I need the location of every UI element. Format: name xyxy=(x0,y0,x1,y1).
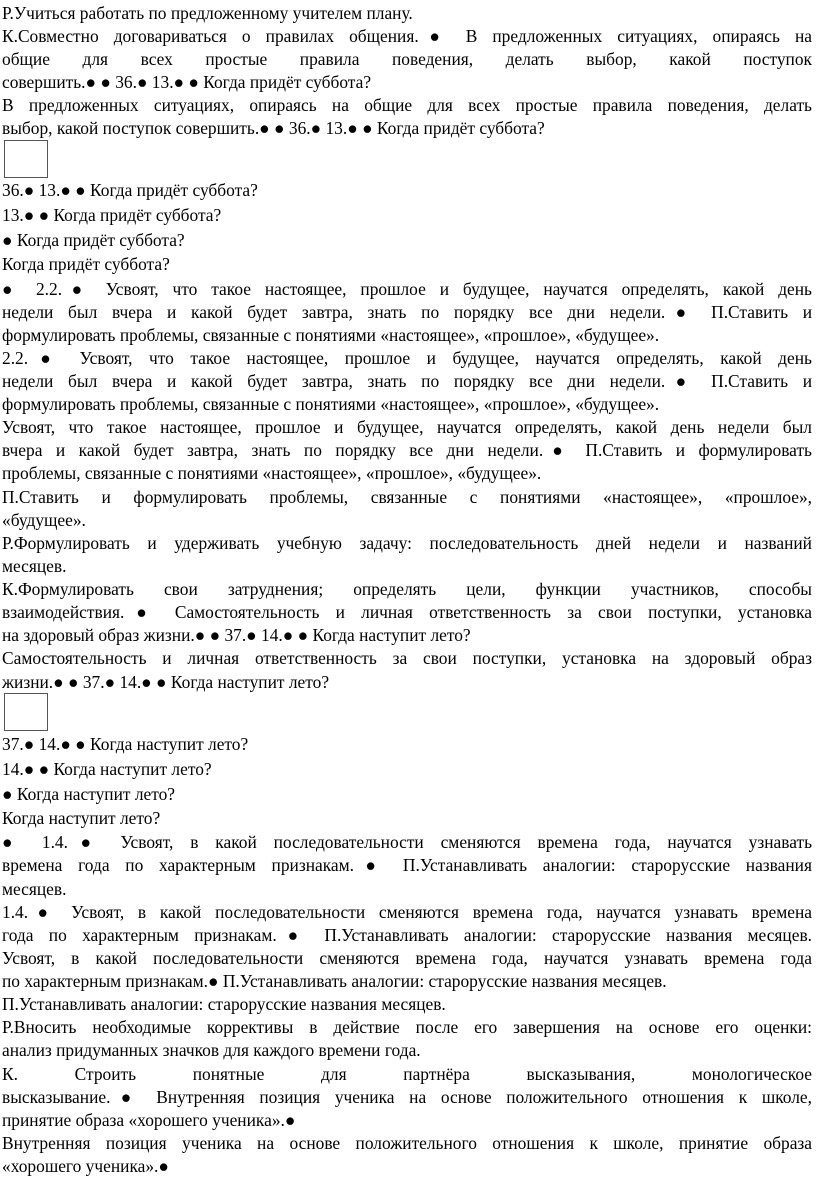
text-line: недели был вчера и какой будет завтра, знать по порядку все дни недели.● П.Ставить и xyxy=(2,302,812,322)
text-line: анализ придуманных значков для каждого времени года. xyxy=(2,1040,421,1060)
text-line: Когда придёт суббота? xyxy=(2,254,170,274)
text-line: 36.● 13.● ● Когда придёт суббота? xyxy=(2,180,258,200)
empty-cell-box xyxy=(4,693,48,731)
text-line: 2.2.● Усвоят, что такое настоящее, прошлое и будущее, научатся определять, какой день xyxy=(2,348,812,368)
text-line: П.Ставить и формулировать проблемы, связанные с понятиями «настоящее», «прошлое», xyxy=(2,487,812,507)
text-line: «хорошего ученика».● xyxy=(2,1156,169,1176)
text-line: В предложенных ситуациях, опираясь на общие для всех простые правила поведения, делать xyxy=(2,95,812,115)
text-line: по характерным признакам.● П.Устанавливать аналогии: старорусские названия месяцев. xyxy=(2,971,667,991)
text-line: К. Строить понятные для партнёра высказывания, монологическое xyxy=(2,1064,812,1084)
text-line: формулировать проблемы, связанные с понятиями «настоящее», «прошлое», «будущее». xyxy=(2,325,660,345)
text-line: П.Устанавливать аналогии: старорусские названия месяцев. xyxy=(2,994,446,1014)
text-line: формулировать проблемы, связанные с понятиями «настоящее», «прошлое», «будущее». xyxy=(2,394,660,414)
text-line: Самостоятельность и личная ответственность за свои поступки, установка на здоровый образ xyxy=(2,648,812,668)
text-line: проблемы, связанные с понятиями «настоящее», «прошлое», «будущее». xyxy=(2,463,542,483)
empty-cell-box xyxy=(4,140,48,178)
text-line: совершить.● ● 36.● 13.● ● Когда придёт суббота? xyxy=(2,72,372,92)
text-line: жизни.● ● 37.● 14.● ● Когда наступит лето? xyxy=(2,672,330,692)
text-line: высказывание.● Внутренняя позиция ученика на основе положительного отношения к школе, xyxy=(2,1087,812,1107)
text-line: ● 2.2.● Усвоят, что такое настоящее, прошлое и будущее, научатся определять, какой день xyxy=(2,279,812,299)
text-line: «будущее». xyxy=(2,510,86,530)
text-line: ● 1.4.● Усвоят, в какой последовательности сменяются времена года, научатся узнавать xyxy=(2,832,812,852)
text-line: общие для всех простые правила поведения, делать выбор, какой поступок xyxy=(2,49,812,69)
text-line: ● Когда придёт суббота? xyxy=(2,230,185,250)
text-line: Усвоят, что такое настоящее, прошлое и будущее, научатся определять, какой день недели был xyxy=(2,417,812,437)
text-line: принятие образа «хорошего ученика».● xyxy=(2,1110,296,1130)
text-line: К.Совместно договариваться о правилах общения.● В предложенных ситуациях, опираясь на xyxy=(2,26,812,46)
text-line: на здоровый образ жизни.● ● 37.● 14.● ● Когда наступит лето? xyxy=(2,625,471,645)
text-line: года по характерным признакам.● П.Устанавливать аналогии: старорусские названия месяцев. xyxy=(2,925,812,945)
text-line: Внутренняя позиция ученика на основе положительного отношения к школе, принятие образа xyxy=(2,1133,812,1153)
text-line: недели был вчера и какой будет завтра, знать по порядку все дни недели.● П.Ставить и xyxy=(2,371,812,391)
text-line: 37.● 14.● ● Когда наступит лето? xyxy=(2,734,249,754)
text-line: взаимодействия.● Самостоятельность и личная ответственность за свои поступки, установка xyxy=(2,602,812,622)
text-line: выбор, какой поступок совершить.● ● 36.● 13.● ● Когда придёт суббота? xyxy=(2,118,545,138)
text-line: Р.Вносить необходимые коррективы в действие после его завершения на основе его оценки: xyxy=(2,1017,812,1037)
text-line: 14.● ● Когда наступит лето? xyxy=(2,759,212,779)
text-line: 1.4.● Усвоят, в какой последовательности сменяются времена года, научатся узнавать времена xyxy=(2,902,812,922)
text-line: Когда наступит лето? xyxy=(2,808,161,828)
text-line: времена года по характерным признакам.● П.Устанавливать аналогии: старорусские названия xyxy=(2,855,812,875)
text-line: 13.● ● Когда придёт суббота? xyxy=(2,205,222,225)
text-line: вчера и какой будет завтра, знать по порядку все дни недели.● П.Ставить и формулировать xyxy=(2,440,812,460)
text-line: К.Формулировать свои затруднения; определять цели, функции участников, способы xyxy=(2,579,812,599)
text-line: Р.Формулировать и удерживать учебную задачу: последовательность дней недели и названий xyxy=(2,533,812,553)
text-line: Усвоят, в какой последовательности сменяются времена года, научатся узнавать времена года xyxy=(2,948,812,968)
text-line: месяцев. xyxy=(2,879,67,899)
text-line: Р.Учиться работать по предложенному учителем плану. xyxy=(2,3,413,23)
text-line: ● Когда наступит лето? xyxy=(2,784,176,804)
text-line: месяцев. xyxy=(2,556,67,576)
